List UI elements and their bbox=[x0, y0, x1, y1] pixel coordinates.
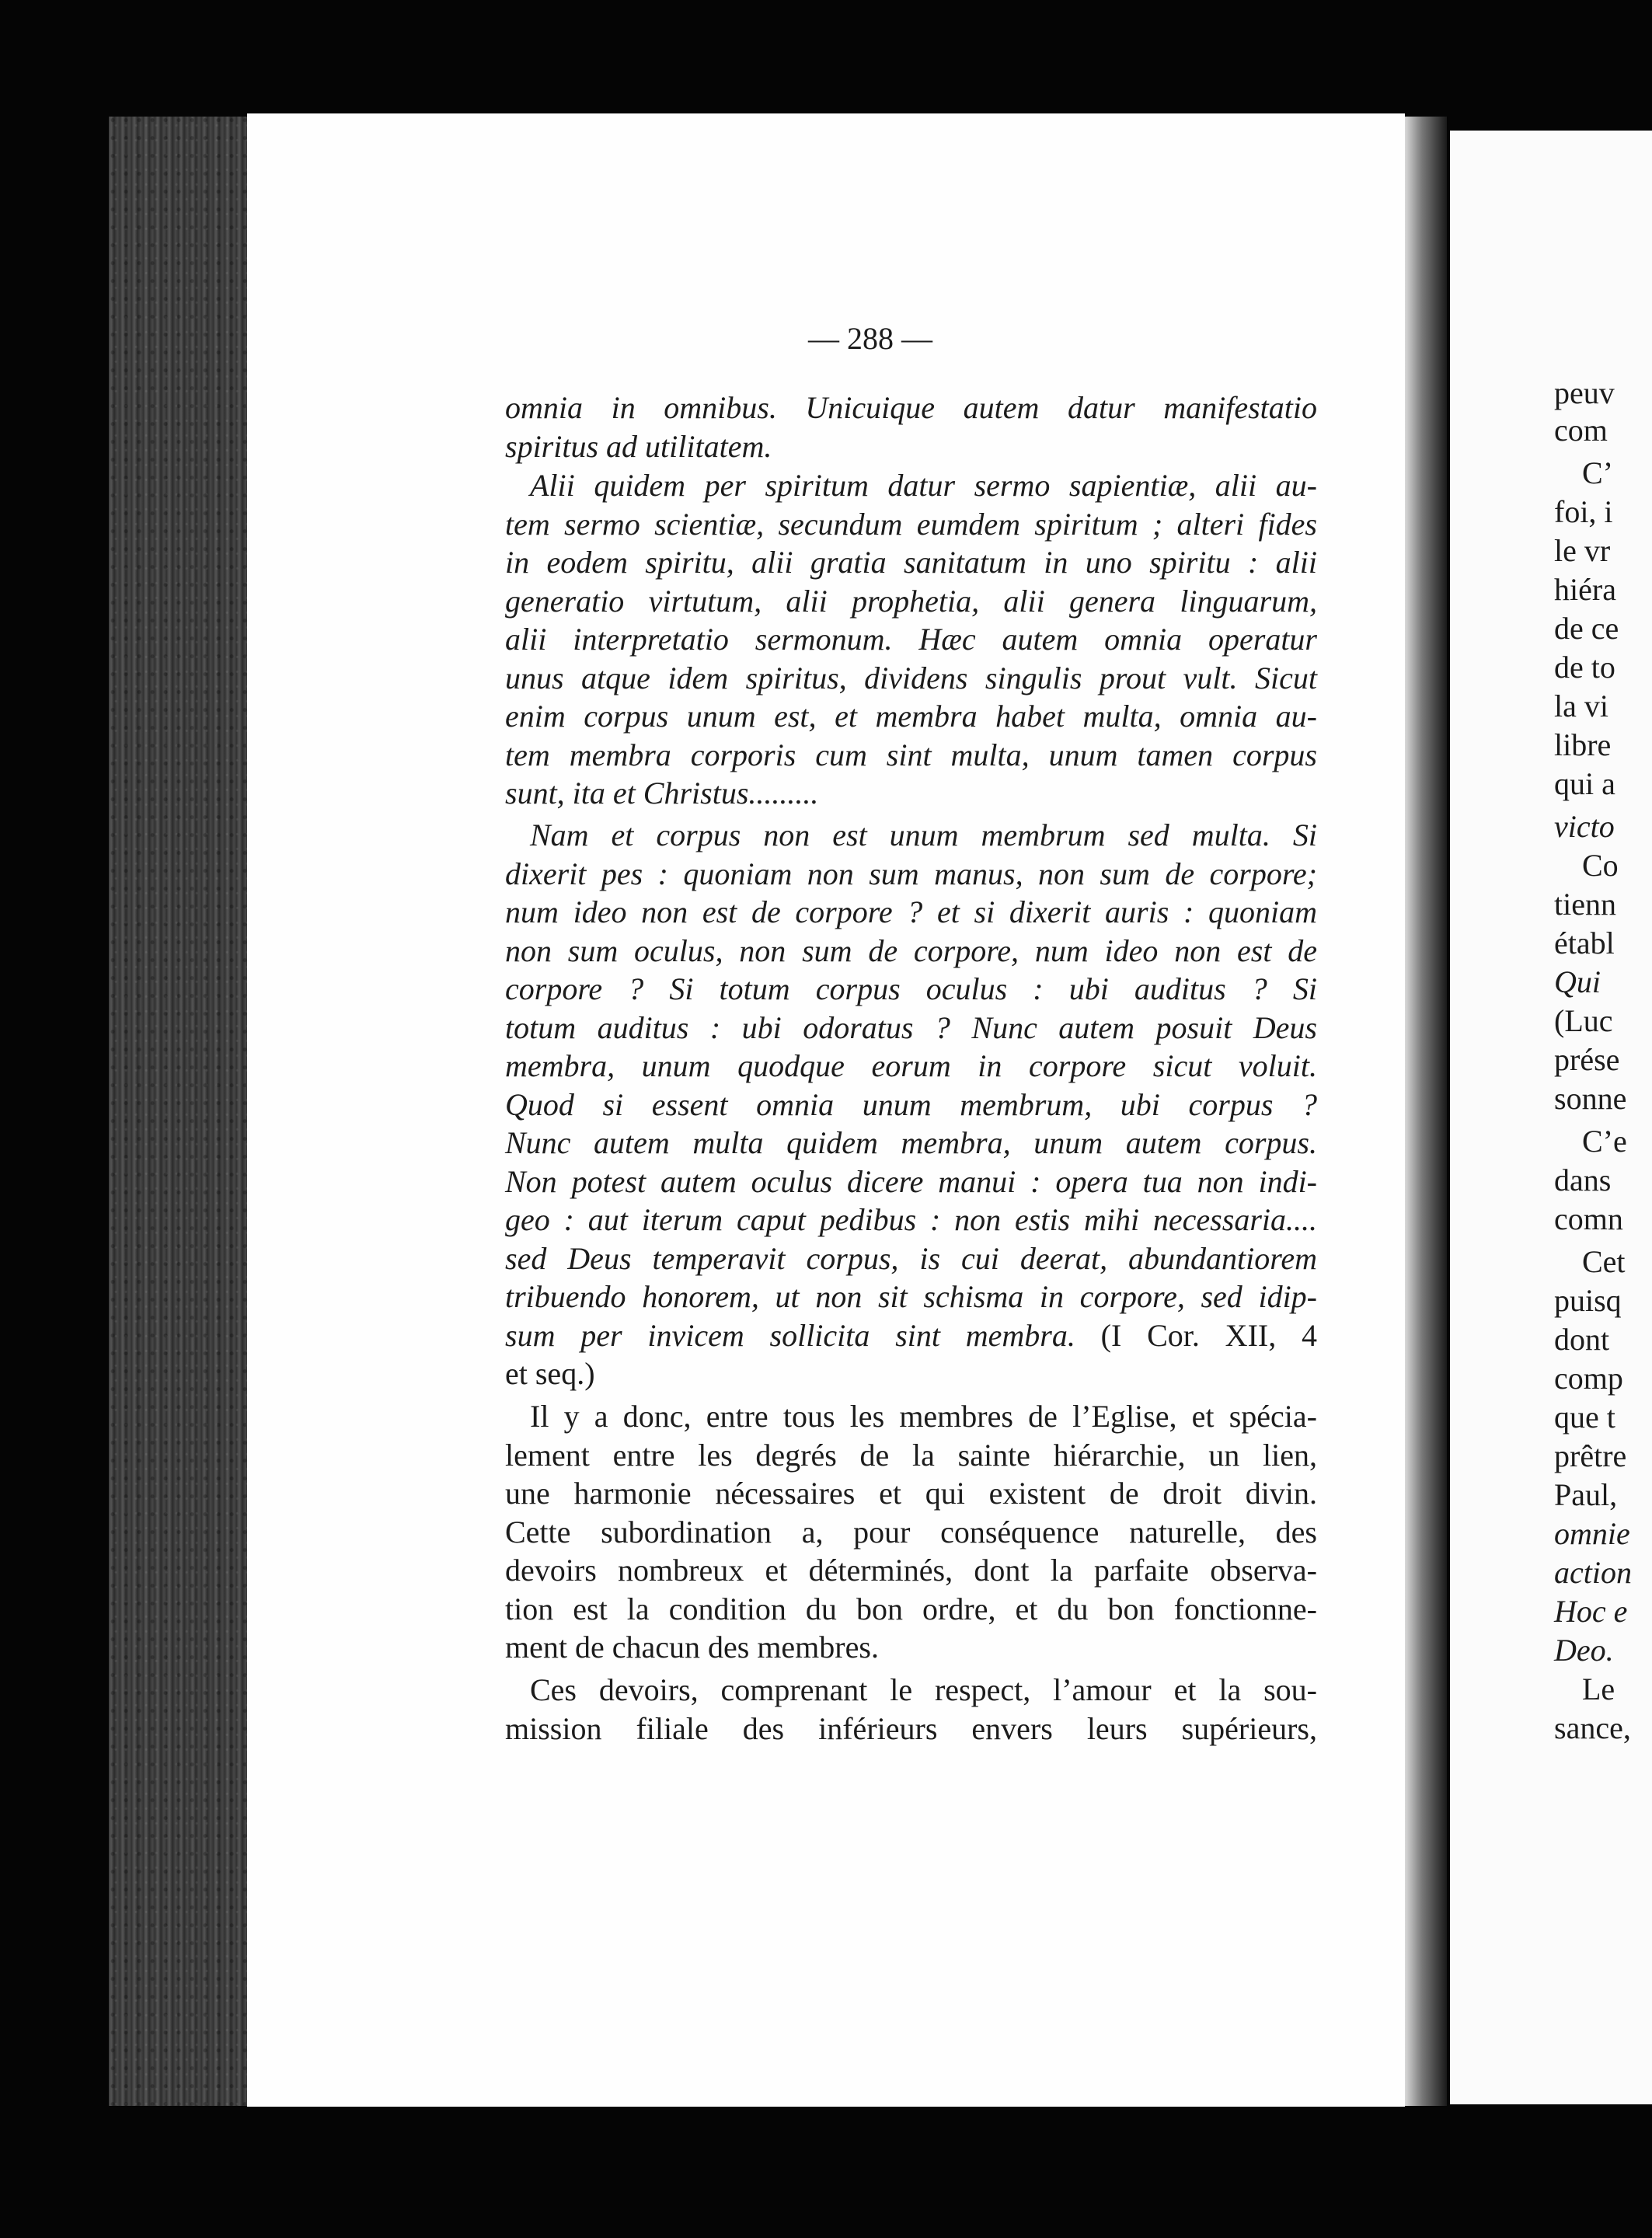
right-page-line-fragment: dans bbox=[1554, 1163, 1612, 1197]
text-line: corpore ? Si totum corpus oculus : ubi auditus ? Si bbox=[505, 971, 1317, 1006]
right-page-line-fragment: Qui bbox=[1554, 964, 1601, 999]
text-line: geo : aut iterum caput pedibus : non estis mihi necessaria.... bbox=[505, 1202, 1317, 1237]
text-line: une harmonie nécessaires et qui existent de droit divin. bbox=[505, 1476, 1317, 1511]
latin-quote-1 bbox=[505, 389, 1317, 465]
text-line: enim corpus unum est, et membra habet multa, omnia au- bbox=[505, 699, 1317, 734]
right-page bbox=[1450, 131, 1652, 2104]
text-line: Nunc autem multa quidem membra, unum autem corpus. bbox=[505, 1125, 1317, 1160]
text-line: Nam et corpus non est unum membrum sed multa. Si bbox=[530, 817, 1317, 852]
text-line: ment de chacun des membres. bbox=[505, 1630, 879, 1665]
text-line: devoirs nombreux et déterminés, dont la parfaite observa- bbox=[505, 1553, 1317, 1588]
french-paragraph-1 bbox=[505, 1397, 1317, 1667]
right-page-line-fragment: Paul, bbox=[1554, 1477, 1618, 1512]
right-page-line-fragment: sance, bbox=[1554, 1710, 1631, 1745]
text-line: dixerit pes : quoniam non sum manus, non sum de corpore; bbox=[505, 856, 1317, 891]
text-line: Alii quidem per spiritum datur sermo sapientiæ, alii au- bbox=[530, 468, 1317, 503]
latin-quote-3 bbox=[505, 816, 1317, 1393]
right-page-line-fragment: Le bbox=[1582, 1672, 1615, 1706]
book-page-edges bbox=[109, 117, 253, 2106]
text-line: alii interpretatio sermonum. Hæc autem omnia operatur bbox=[505, 622, 1317, 657]
right-page-line-fragment: puisq bbox=[1554, 1283, 1622, 1318]
latin-quote-2 bbox=[505, 466, 1317, 813]
right-page-line-fragment: C’ bbox=[1582, 455, 1613, 490]
right-page-line-fragment: de ce bbox=[1554, 611, 1619, 646]
right-page-line-fragment: qui a bbox=[1554, 766, 1615, 801]
right-page-line-fragment: sonne bbox=[1554, 1081, 1627, 1116]
right-page-line-fragment: com bbox=[1554, 413, 1608, 448]
french-paragraph-2 bbox=[505, 1671, 1317, 1748]
right-page-line-fragment: Co bbox=[1582, 848, 1619, 883]
text-line: sed Deus temperavit corpus, is cui deerat, abundantiorem bbox=[505, 1240, 1317, 1276]
text-line: tribuendo honorem, ut non sit schisma in corpore, sed idip- bbox=[505, 1279, 1317, 1314]
right-page-line-fragment: prése bbox=[1554, 1042, 1620, 1077]
right-page-line-fragment: de to bbox=[1554, 650, 1615, 685]
right-page-line-fragment: que t bbox=[1554, 1400, 1615, 1434]
text-line: unus atque idem spiritus, dividens singulis prout vult. Sicut bbox=[505, 660, 1317, 695]
right-page-line-fragment: comn bbox=[1554, 1201, 1623, 1236]
text-line: mission filiale des inférieurs envers leurs supérieurs, bbox=[505, 1710, 1317, 1746]
book-gutter bbox=[1405, 117, 1447, 2106]
text-line: membra, unum quodque eorum in corpore sicut voluit. bbox=[505, 1048, 1317, 1083]
text-line: Cette subordination a, pour conséquence naturelle, des bbox=[505, 1514, 1317, 1550]
right-page-line-fragment: prêtre bbox=[1554, 1438, 1627, 1473]
right-page-line-fragment: la vi bbox=[1554, 688, 1608, 723]
right-page-line-fragment: victo bbox=[1554, 809, 1615, 844]
right-page-line-fragment: omnie bbox=[1554, 1516, 1630, 1551]
citation: (I Cor. XII, 4 bbox=[1075, 1317, 1317, 1353]
text-line: tem sermo scientiæ, secundum eumdem spiritum ; alteri fides bbox=[505, 506, 1317, 542]
text-line: generatio virtutum, alii prophetia, alii genera linguarum, bbox=[505, 583, 1317, 619]
right-page-line-fragment: C’e bbox=[1582, 1124, 1627, 1159]
text-line: Ces devoirs, comprenant le respect, l’amour et la sou- bbox=[530, 1672, 1317, 1707]
right-page-line-fragment: Deo. bbox=[1554, 1633, 1614, 1668]
right-page-line-fragment: foi, i bbox=[1554, 494, 1613, 529]
right-page-line-fragment: dont bbox=[1554, 1322, 1610, 1357]
right-page-line-fragment: comp bbox=[1554, 1361, 1623, 1396]
right-page-line-fragment: libre bbox=[1554, 727, 1612, 762]
text-line bbox=[505, 1316, 1317, 1355]
text-line: tion est la condition du bon ordre, et du bon fonctionne- bbox=[505, 1591, 1317, 1626]
text-line: omnia in omnibus. Unicuique autem datur manifestatio bbox=[505, 390, 1317, 425]
right-page-line-fragment: le vr bbox=[1554, 533, 1611, 568]
right-page-line-fragment: hiéra bbox=[1554, 572, 1616, 607]
citation-continued: et seq.) bbox=[505, 1356, 595, 1391]
text-line: Non potest autem oculus dicere manui : opera tua non indi- bbox=[505, 1163, 1317, 1199]
text-line: totum auditus : ubi odoratus ? Nunc autem posuit Deus bbox=[505, 1009, 1317, 1045]
text-line: sunt, ita et Christus......... bbox=[505, 776, 819, 810]
quote-end: sum per invicem sollicita sint membra. bbox=[505, 1317, 1075, 1353]
text-line: non sum oculus, non sum de corpore, num ideo non est de bbox=[505, 932, 1317, 968]
right-page-line-fragment: établ bbox=[1554, 926, 1615, 960]
right-page-line-fragment: Hoc e bbox=[1554, 1594, 1628, 1629]
right-page-line-fragment: Cet bbox=[1582, 1244, 1626, 1279]
text-line: Il y a donc, entre tous les membres de l’Eglise, et spécia- bbox=[530, 1399, 1317, 1434]
right-page-line-fragment: (Luc bbox=[1554, 1003, 1613, 1038]
right-page-line-fragment: tienn bbox=[1554, 887, 1616, 922]
right-page-line-fragment: action bbox=[1554, 1555, 1632, 1590]
text-line: Quod si essent omnia unum membrum, ubi corpus ? bbox=[505, 1086, 1317, 1122]
text-line: tem membra corporis cum sint multa, unum tamen corpus bbox=[505, 737, 1317, 772]
page-number: — 288 — bbox=[808, 321, 932, 356]
text-line: in eodem spiritu, alii gratia sanitatum in uno spiritu : alii bbox=[505, 545, 1317, 580]
right-page-line-fragment: peuv bbox=[1554, 375, 1615, 410]
text-line: lement entre les degrés de la sainte hiérarchie, un lien, bbox=[505, 1437, 1317, 1473]
text-line: spiritus ad utilitatem. bbox=[505, 428, 772, 464]
text-line: num ideo non est de corpore ? et si dixerit auris : quoniam bbox=[505, 894, 1317, 929]
